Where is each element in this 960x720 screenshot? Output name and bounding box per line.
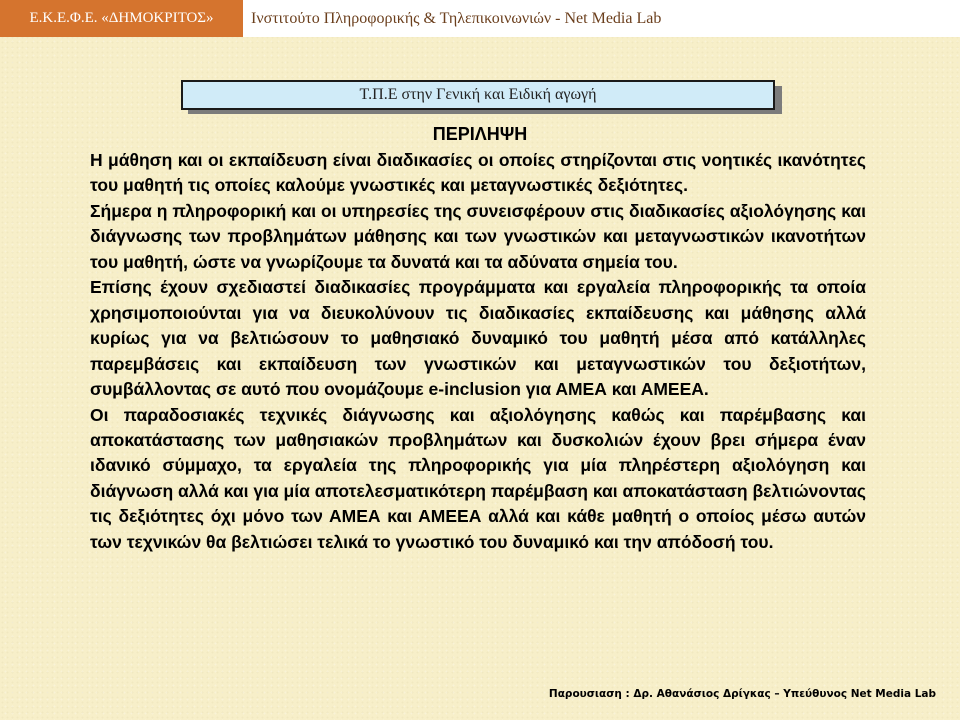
summary-body (90, 148, 866, 555)
header-institute-label: Ινστιτούτο Πληροφορικής & Τηλεπικοινωνιών - Net Media Lab (251, 10, 662, 27)
header-org-label: Ε.Κ.Ε.Φ.Ε. «ΔΗΜΟΚΡΙΤΟΣ» (0, 0, 243, 37)
slide-title: Τ.Π.Ε στην Γενική και Ειδική αγωγή (181, 80, 775, 110)
summary-paragraph-4: Οι παραδοσιακές τεχνικές διάγνωσης και αξιολόγησης καθώς και παρέμβασης και αποκατάστασης των μαθησιακών προβλημάτων και δυσκολιών έχουν βρει σήμερα έναν ιδανικό σύμμαχο, τα εργαλεία της πληροφορικής για μία πληρέστερη αξιολόγηση και διάγνωση αλλά και για μία αποτελεσματικότερη παρέμβαση και αποκατάσταση βελτιώνοντας τις δεξιότητες όχι μόνο των ΑΜΕΑ και ΑΜΕΕΑ αλλά και κάθε μαθητή ο οποίος μέσω αυτών των τεχνικών θα βελτιώσει τελικά το γνωστικό του δυναμικό και την απόδοσή του. (90, 404, 866, 552)
summary-paragraph-3: Επίσης έχουν σχεδιαστεί διαδικασίες προγράμματα και εργαλεία πληροφορικής τα οποία χρησιμοποιούνται για να διευκολύνουν τις διαδικασίες εκπαίδευσης και μάθησης αλλά κυρίως για να βελτιώσουν το μαθησιακό δυναμικό του μαθητή μέσα από κατάλληλες παρεμβάσεις και εκπαίδευση των γνωστικών και μεταγνωστικών του δεξιοτήτων, συμβάλλοντας σε αυτό που ονομάζουμε e-inclusion για ΑΜΕΑ και ΑΜΕΕΑ. (90, 277, 866, 400)
summary-paragraph-1: Η μάθηση και οι εκπαίδευση είναι διαδικασίες οι οποίες στηρίζονται στις νοητικές ικανότητες του μαθητή τις οποίες καλούμε γνωστικές και μεταγνωστικές δεξιότητες. (90, 150, 866, 196)
footer-credit: Παρουσιαση : Δρ. Αθανάσιος Δρίγκας – Υπεύθυνος Net Media Lab (548, 688, 936, 700)
summary-heading: ΠΕΡΙΛΗΨΗ (432, 124, 528, 144)
summary-paragraph-2: Σήμερα η πληροφορική και οι υπηρεσίες της συνεισφέρουν στις διαδικασίες αξιολόγησης και διάγνωσης των προβλημάτων μάθησης και των γνωστικών και μεταγνωστικών ικανοτήτων του μαθητή, ώστε να γνωρίζουμε τα δυνατά και τα αδύνατα σημεία του. (90, 200, 866, 272)
header-bar (0, 0, 960, 37)
